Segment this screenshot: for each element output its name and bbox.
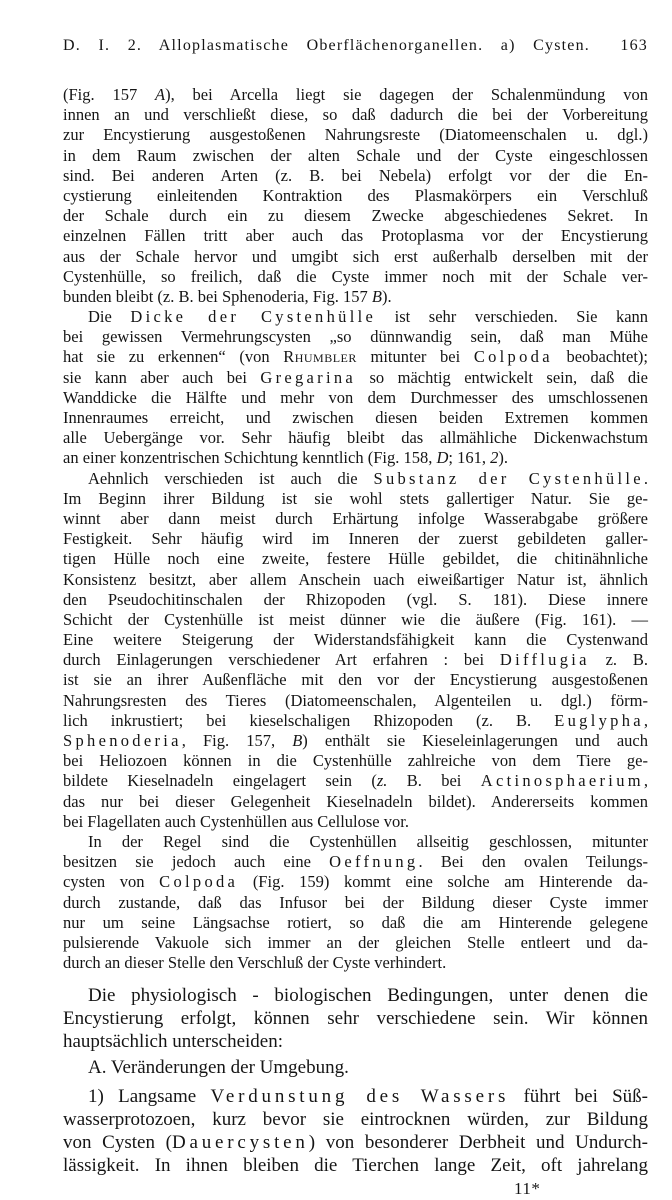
text-run: bildete Kieselnadeln eingelagert sein (	[63, 771, 377, 791]
italic-run: z.	[376, 771, 388, 791]
paragraph	[63, 307, 648, 469]
text-line: Festigkeit. Sehr häufig wird im Inneren der zuerst gebildeten galler-	[63, 529, 648, 549]
italic-run: D	[436, 448, 449, 468]
italic-run: B	[371, 286, 382, 306]
text-run: bunden bleibt (z. B. bei Sphenoderia, Fig. 157	[63, 286, 372, 306]
text-line: Wanddicke die Hälfte und mehr von dem Durchmesser des umschlossenen	[63, 387, 648, 407]
italic-run: B	[292, 731, 303, 750]
text-run: sie kann aber auch bei	[63, 367, 261, 387]
paragraph	[63, 469, 648, 832]
text-run: so mächtig entwickelt sein, daß die	[356, 367, 648, 387]
running-header	[63, 36, 648, 56]
spaced-emphasis: Actinosphaerium	[480, 771, 644, 791]
text-line: Cystenhülle, so freilich, daß die Cyste immer noch mit der Schale ver-	[63, 266, 648, 286]
text-line: bei gewissen Vermehrungscysten „so dünnwandig sein, daß man Mühe	[63, 327, 648, 347]
text-line: alle Uebergänge vor. Sehr häufig bleibt das allmähliche Dickenwachstum	[63, 428, 648, 448]
text-line	[63, 650, 648, 670]
text-line	[63, 448, 648, 468]
text-line: Im Beginn ihrer Bildung ist sie wohl stets gallertiger Natur. Sie ge-	[63, 488, 648, 508]
text-line	[63, 85, 648, 105]
text-line: Schicht der Cystenhülle ist meist dünner wie die äußere (Fig. 161). —	[63, 609, 648, 629]
text-line: in dem Raum zwischen der alten Schale und der Cyste eingeschlossen	[63, 145, 648, 165]
text-run: z. B.	[589, 650, 648, 670]
text-run: durch Einlagerungen verschiedener Art erfahren : bei	[63, 650, 500, 670]
text-run: (Fig. 159) kommt eine solche am Hinterende da-	[238, 872, 648, 892]
paragraph	[63, 85, 648, 307]
text-line: winnt aber dann meist durch Erhärtung infolge Wasserabgabe größere	[63, 508, 648, 528]
text-line: zur Encystierung ausgestoßenen Nahrungsreste (Diatomeenschalen u. dgl.)	[63, 125, 648, 145]
text-line: Eine weitere Steigerung der Widerstandsfähigkeit kann die Cystenwand	[63, 630, 648, 650]
paragraph	[63, 1085, 648, 1177]
text-run: von Cysten (	[63, 1131, 172, 1153]
text-line: hauptsächlich unterscheiden:	[63, 1030, 284, 1052]
text-line: innen an und verschließt diese, so daß dadurch die bei der Vorbereitung	[63, 105, 648, 125]
text-line: Encystierung erfolgt, können sehr verschiedene sein. Wir können	[63, 1007, 648, 1029]
text-run: . Bei den ovalen Teilungs-	[418, 852, 648, 872]
text-line: nur um seine Längsachse rotiert, so daß die am Hinterende gelegene	[63, 912, 648, 932]
text-run: B. bei	[387, 771, 481, 791]
text-run: (Fig. 157	[63, 85, 155, 104]
text-line	[63, 1085, 648, 1108]
text-line	[63, 872, 648, 892]
text-run: ).	[498, 448, 508, 468]
spaced-emphasis: Dauercysten	[171, 1131, 309, 1153]
text-run: ,	[643, 771, 648, 791]
spaced-emphasis: Gregarina	[260, 367, 357, 387]
text-line: aus der Schale hervor und umgibt sich erst außerhalb derselben mit der	[63, 246, 648, 266]
text-run: ,	[643, 710, 648, 730]
text-run: ) von besonderer Derbheit und Undurch-	[308, 1131, 648, 1153]
page-number: 163	[620, 37, 648, 54]
text-run: beobachtet);	[552, 347, 648, 367]
text-line	[63, 1131, 648, 1154]
section-heading	[63, 1056, 648, 1079]
text-line: Nahrungsresten des Tieres (Diatomeenschalen, Algenteilen u. dgl.) förm-	[63, 690, 648, 710]
spaced-emphasis: Colpoda	[473, 347, 553, 367]
spaced-emphasis: Dicke der Cystenhülle	[130, 307, 377, 327]
text-line: In der Regel sind die Cystenhüllen allseitig geschlossen, mitunter	[88, 831, 648, 851]
running-title: D. I. 2. Alloplasmatische Oberflächenorganellen. a) Cysten.	[63, 37, 590, 54]
text-run: Die	[88, 307, 131, 327]
text-line	[63, 469, 648, 489]
text-line: bei Flagellaten auch Cystenhüllen aus Cellulose vor.	[63, 811, 409, 831]
text-run: lich inkrustiert; bei kieselschaligen Rhizopoden (z. B.	[63, 710, 555, 730]
paragraph	[63, 832, 648, 973]
text-line: Innenraumes erreicht, und zwischen diesen beiden Extremen kommen	[63, 408, 648, 427]
text-run: besitzen sie jedoch auch eine	[63, 852, 330, 872]
text-run: ).	[381, 286, 392, 306]
text-line	[63, 731, 648, 751]
text-line: durch an dieser Stelle den Verschluß der Cyste verhindert.	[63, 953, 447, 973]
italic-run: 2	[490, 448, 499, 468]
spaced-emphasis: Euglypha	[554, 710, 644, 730]
text-line: den Pseudochitinschalen der Rhizopoden (vgl. S. 181). Diese innere	[63, 589, 648, 609]
paragraph	[63, 984, 648, 1053]
text-line: A. Veränderungen der Umgebung.	[88, 1056, 349, 1078]
text-line: Konsistenz besitzt, aber allem Anschein uach eiweißartiger Natur ist, ähnlich	[63, 569, 648, 589]
text-line	[63, 771, 648, 791]
text-line: ist sie an ihrer Außenfläche mit den vor der Encystierung ausgestoßenen	[63, 670, 648, 690]
text-line	[63, 307, 648, 327]
text-run: an einer konzentrischen Schichtung kenntlich (Fig. 158,	[63, 448, 437, 468]
spaced-emphasis: Difflugia	[499, 650, 590, 670]
text-line: das nur bei dieser Gelegenheit Kieselnadeln bildet). Andererseits kommen	[63, 791, 648, 811]
text-run: ), bei Arcella liegt sie dagegen der Schalenmündung von	[165, 85, 648, 104]
text-line	[63, 711, 648, 731]
text-line	[63, 287, 648, 307]
text-line: bei Heliozoen können in die Cystenhülle zahlreiche von dem Tiere ge-	[63, 751, 648, 771]
text-run: ; 161,	[448, 448, 491, 468]
text-run: Aehnlich verschieden ist auch die	[88, 468, 374, 488]
spaced-emphasis: Oeffnung	[329, 852, 419, 872]
text-line: durch zustande, daß das Infusor bei der Bildung dieser Cyste immer	[63, 892, 648, 912]
text-line: der Schale durch ein zu diesem Zwecke abgeschiedenes Sekret. In	[63, 206, 648, 226]
text-run: .	[643, 468, 648, 488]
text-line: lässigkeit. In ihnen bleiben die Tierchen lange Zeit, oft jahrelang	[63, 1154, 648, 1176]
text-line: cystierung einleitenden Kontraktion des Plasmakörpers ein Verschluß	[63, 185, 648, 205]
text-run: ) enthält sie Kieseleinlagerungen und auch	[302, 731, 648, 750]
text-line: Die physiologisch - biologischen Bedingungen, unter denen die	[88, 984, 648, 1006]
spaced-emphasis: Verdunstung des Wassers	[210, 1085, 510, 1107]
text-run: , Fig. 157,	[181, 731, 293, 750]
text-line: pulsierende Vakuole sich immer an der gleichen Stelle entleert und da-	[63, 932, 648, 952]
text-column	[63, 85, 648, 1177]
text-line	[63, 347, 648, 367]
spaced-emphasis: Sphenoderia	[63, 731, 182, 750]
text-line: tigen Hülle noch eine zweite, festere Hülle gebildet, die chitinähnliche	[63, 549, 648, 569]
small-caps-name: Rhumbler	[283, 347, 357, 367]
text-run: führt bei Süß-	[509, 1085, 649, 1107]
text-line: wasserprotozoen, kurz bevor sie eintrocknen würden, zur Bildung	[63, 1108, 648, 1130]
text-run: 1) Langsame	[88, 1085, 211, 1107]
text-line: sind. Bei anderen Arten (z. B. bei Nebela) erfolgt vor der die En-	[63, 165, 648, 185]
text-run: cysten von	[63, 872, 160, 892]
text-run: mitunter bei	[356, 347, 474, 367]
italic-run: A	[155, 85, 166, 104]
text-line	[63, 368, 648, 388]
text-run: hat sie zu erkennen“ (von	[63, 347, 284, 367]
spaced-emphasis: Substanz der Cystenhülle	[373, 468, 644, 488]
text-run: ist sehr verschieden. Sie kann	[376, 307, 649, 327]
text-line: einzelnen Fällen tritt aber auch das Protoplasma vor der Encystierung	[63, 226, 648, 246]
signature-mark: 11*	[514, 1179, 541, 1198]
spaced-emphasis: Colpoda	[159, 872, 239, 892]
text-line	[63, 852, 648, 872]
